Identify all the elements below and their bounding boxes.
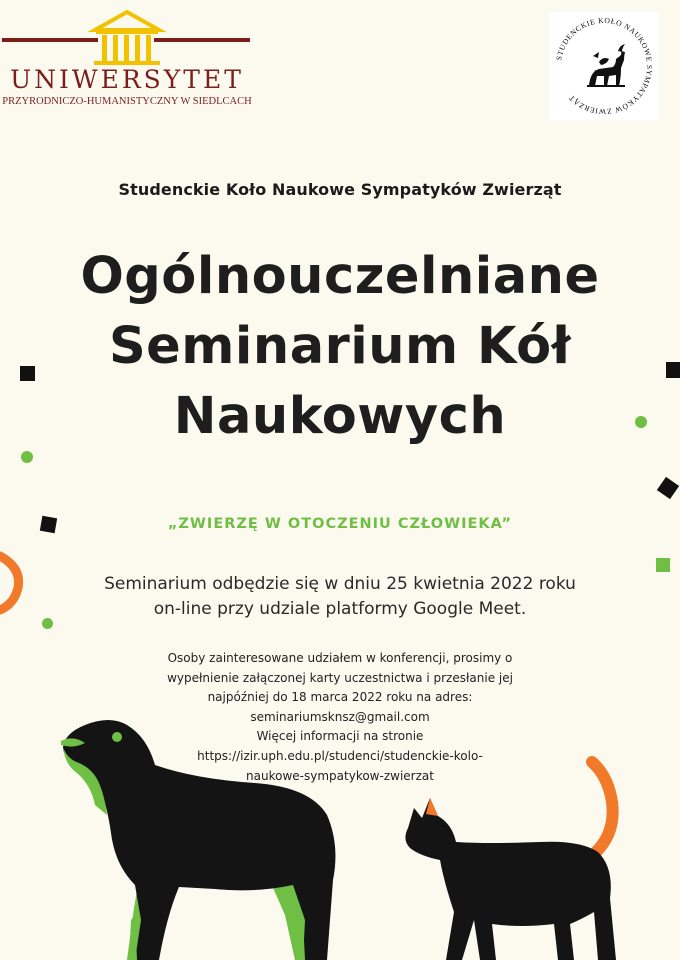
detail-line: Osoby zainteresowane udziałem w konferencji, prosimy o [167, 651, 513, 665]
university-subtitle: PRZYRODNICZO-HUMANISTYCZNY W SIEDLCACH [2, 96, 252, 107]
page-title [0, 242, 680, 452]
title-line: Naukowych [173, 387, 507, 446]
seminar-theme: „ZWIERZĘ W OTOCZENIU CZŁOWIEKA” [167, 516, 513, 532]
confetti-square [40, 516, 57, 533]
university-name: UNIWERSYTET [10, 65, 244, 94]
info-line: Seminarium odbędzie się w dniu 25 kwietnia 2022 roku [104, 574, 576, 594]
cat-illustration-icon [400, 752, 630, 960]
website-link-continued[interactable]: naukowe-sympatykow-zwierzat [246, 768, 434, 783]
university-logo [0, 0, 260, 120]
contact-email[interactable]: seminariumsknsz@gmail.com [250, 709, 430, 724]
organization-name: Studenckie Koło Naukowe Sympatyków Zwierząt [118, 180, 562, 199]
seal-text: STUDENCKIE KOŁO NAUKOWE SYMPATYKÓW ZWIERZĄT [554, 15, 655, 117]
confetti-square [656, 558, 670, 572]
confetti-square [657, 477, 679, 499]
confetti-square [666, 362, 680, 378]
university-building-icon [0, 0, 260, 70]
website-link[interactable]: https://izir.uph.edu.pl/studenci/studenckie-kolo- [197, 748, 483, 763]
animals-seal-icon [549, 12, 659, 120]
svg-text:STUDENCKIE KOŁO NAUKOWE SYMPAT [554, 16, 654, 116]
dog-illustration-icon [55, 715, 345, 960]
seminar-info [0, 572, 680, 622]
title-line: Ogólnouczelniane [80, 247, 600, 306]
confetti-square [20, 366, 35, 381]
confetti-dot [21, 451, 33, 463]
confetti-orange-curve [0, 548, 30, 618]
confetti-dot [42, 618, 53, 629]
detail-line: Więcej informacji na stronie [256, 729, 424, 744]
info-line: on-line przy udziale platformy Google Meet. [153, 599, 527, 619]
confetti-dot [635, 416, 647, 428]
detail-line: wypełnienie załączonej karty uczestnictwa i przesłanie jej [167, 670, 513, 685]
club-seal [549, 12, 659, 120]
detail-line: najpóźniej do 18 marca 2022 roku na adres: [207, 690, 473, 705]
title-line: Seminarium Kół [108, 317, 572, 376]
